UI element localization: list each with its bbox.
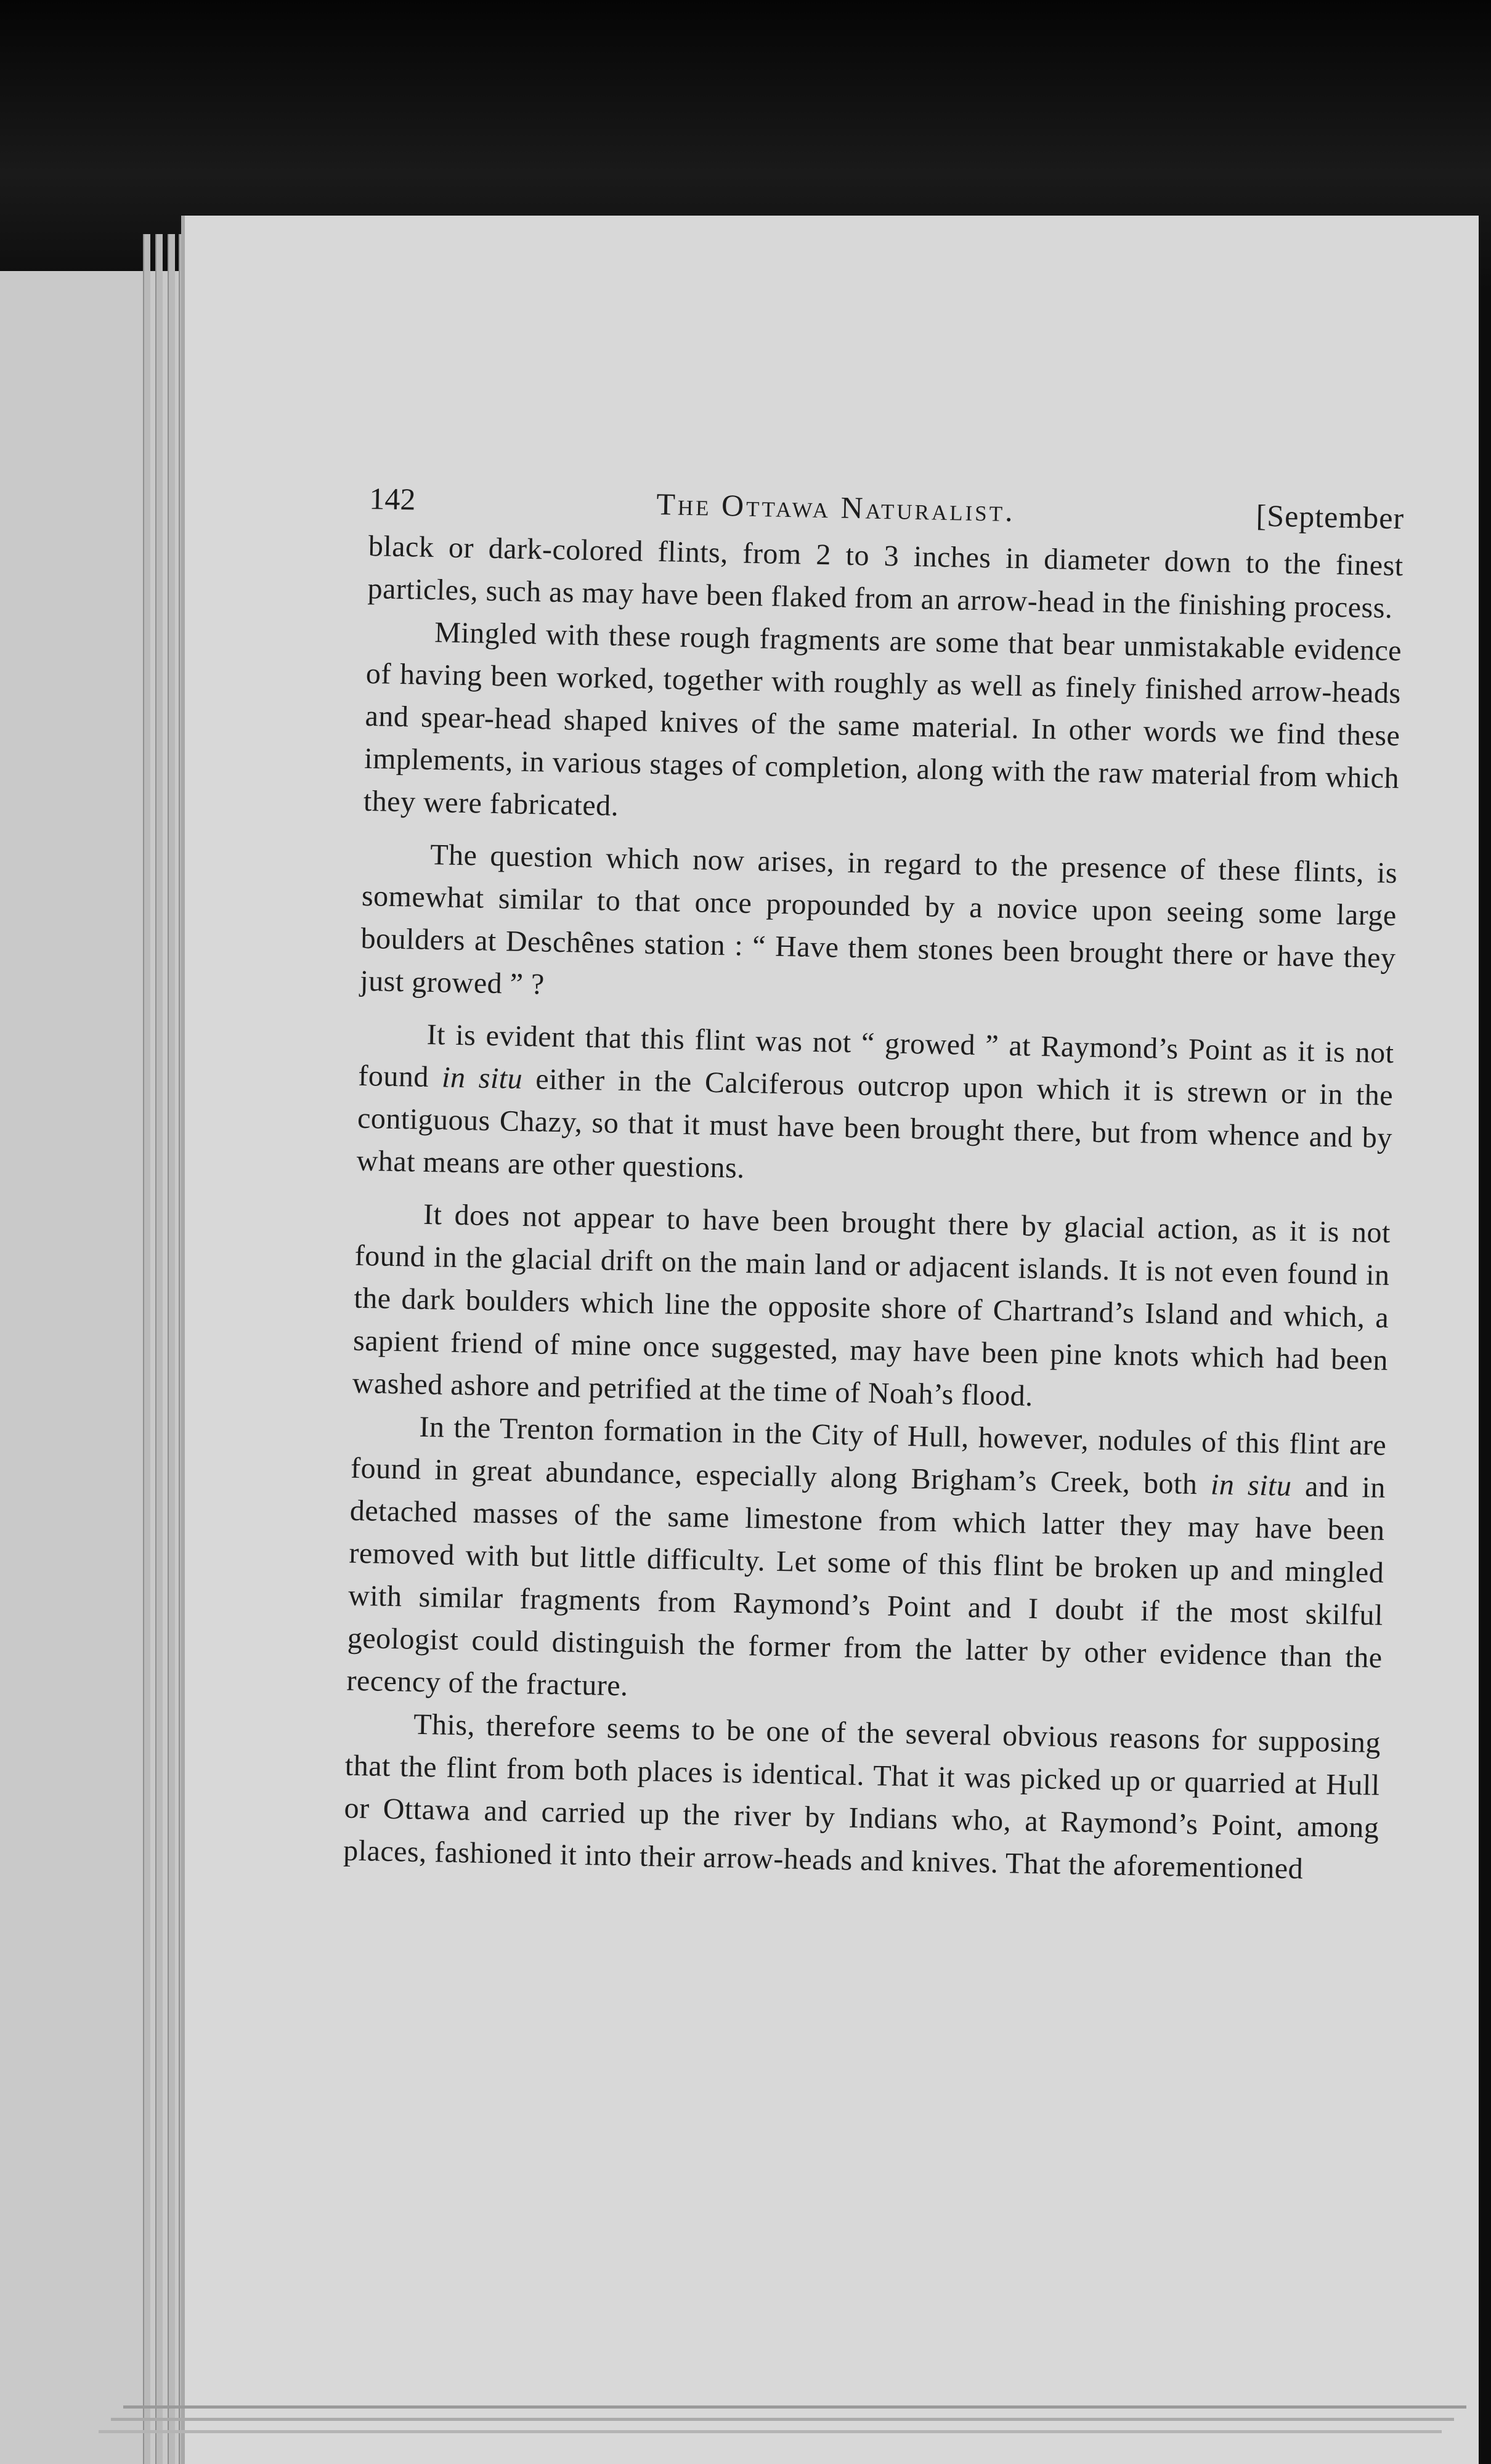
paragraph-4-text-cont: either in the Calciferous outcrop upon which it is strewn or in the contiguous Chazy, so that it must have been brought there, but from whence and by what means are other questions. [356,1062,1394,1185]
page-stack-edge [143,234,150,2464]
paragraph-4-italic: in situ [441,1061,523,1095]
paragraph-6-italic: in situ [1210,1468,1292,1503]
page-stack-bottom-edge [99,2430,1442,2433]
paragraph-6 [346,1404,1387,1722]
paragraph-3: The question which now arises, in regard to the presence of these flints, is somewhat similar to that once propounded by a novice upon seeing some large boulders at Deschênes station : “ Have them stones been brought there or have they just growed ” ? [359,838,1398,1001]
page-stack-edge [168,234,175,2464]
page-text-block [343,480,1405,1892]
page-stack-edge [155,234,163,2464]
page-stack-bottom-edge [123,2405,1466,2409]
issue-month: [September [1256,498,1405,536]
paragraph-1: black or dark-colored flints, from 2 to 3 inches in diameter down to the finest particles, such as may have been flaked from an arrow-head in the finishing process. [367,529,1404,625]
paragraph-2: Mingled with these rough fragments are some that bear unmistakable evidence of having been worked, together with roughly as well as finely finished arrow-heads and spear-head shaped knives of the same material. In other words we find these implements, in various stages of completion, along with the raw material from which they were fabricated. [363,616,1402,822]
journal-title: The Ottawa Naturalist. [656,486,1016,529]
paragraph-5: It does not appear to have been brought there by glacial action, as it is not found in the glacial drift on the main land or adjacent islands. It is not even found in the dark boulders which line the opposite shore of Chartrand’s Island and which, a sapient friend of mine once suggested, may have been pine knots which had been washed ashore and petrified at the time of Noah’s flood. [352,1198,1391,1412]
page-stack-bottom-edge [111,2418,1454,2421]
paragraph-4-text: It is evident that this flint was not “ growed ” at Raymond’s Point as it is not found [357,1018,1394,1094]
page-number: 142 [368,480,416,517]
paragraph-7: This, therefore seems to be one of the several obvious reasons for supposing that the flint from both places is identical. That it was picked up or quarried at Hull or Ottawa and carried up the river by Indians who, at Raymond’s Point, among places, fashioned it into their arrow-heads and knives. That the aforementioned [343,1708,1381,1886]
paragraph-6-text: In the Trenton formation in the City of Hull, however, nodules of this flint are found in great abundance, especially along Brigham’s Creek, both [350,1410,1387,1501]
paragraph-6-text-cont: and in detached masses of the same limestone from which latter they may have been removed with but little difficulty. Let some of this flint be broken up and mingled with similar fragments from Raymond’s Point and I doubt if the most skilful geologist could distinguish the former from the latter by other evidence than the recency of the fracture. [346,1470,1386,1703]
paragraph-4 [356,1012,1394,1202]
